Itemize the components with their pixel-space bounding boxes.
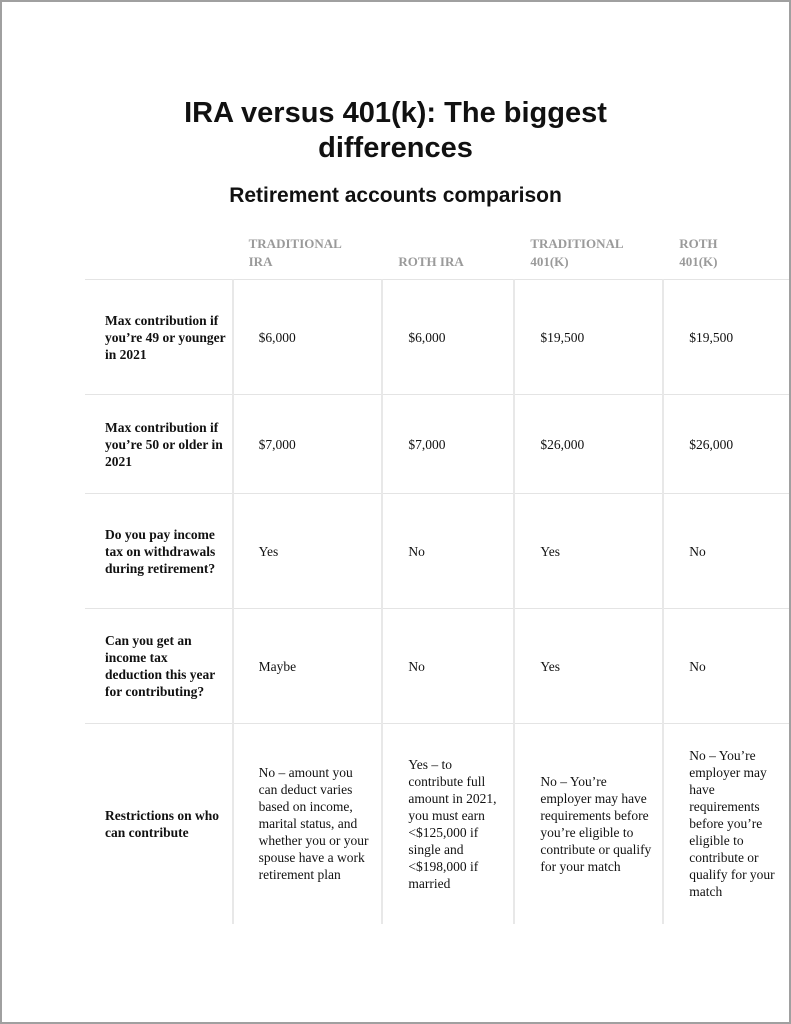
comparison-table	[85, 234, 789, 924]
column-header-roth-ira: ROTH IRA	[382, 234, 514, 280]
table-cell: No	[663, 609, 789, 724]
row-label-max-contribution-50: Max contribution if you’re 50 or older in 2021	[85, 395, 233, 494]
page-title	[2, 96, 789, 166]
table-row	[85, 724, 789, 924]
row-label-tax-deduction: Can you get an income tax deduction this year for contributing?	[85, 609, 233, 724]
table-cell: $7,000	[382, 395, 514, 494]
table-cell: No – amount you can deduct varies based on income, marital status, and whether you or your spouse have a work retirement plan	[233, 724, 383, 924]
table-row	[85, 395, 789, 494]
row-label-restrictions: Restrictions on who can contribute	[85, 724, 233, 924]
column-header-traditional-ira: TRADITIONAL IRA	[233, 234, 383, 280]
table-cell: Yes – to contribute full amount in 2021, you must earn <$125,000 if single and <$198,000 if married	[382, 724, 514, 924]
row-label-max-contribution-49: Max contribution if you’re 49 or younger in 2021	[85, 280, 233, 395]
table-cell: $26,000	[663, 395, 789, 494]
table-cell: Maybe	[233, 609, 383, 724]
table-cell: Yes	[233, 494, 383, 609]
table-cell: No	[382, 494, 514, 609]
table-header-row	[85, 234, 789, 280]
table-cell: Yes	[514, 494, 663, 609]
title-line-1: IRA versus 401(k): The biggest	[184, 97, 607, 129]
table-cell: $7,000	[233, 395, 383, 494]
table-cell: $26,000	[514, 395, 663, 494]
table-cell: $19,500	[663, 280, 789, 395]
column-header-traditional-401k: TRADITIONAL 401(K)	[514, 234, 663, 280]
table-cell: $19,500	[514, 280, 663, 395]
table-cell: No – You’re employer may have requirements before you’re eligible to contribute or qualify for your match	[514, 724, 663, 924]
table-cell: $6,000	[382, 280, 514, 395]
table-cell: No – You’re employer may have requirements before you’re eligible to contribute or qualify for your match	[663, 724, 789, 924]
table-cell: No	[382, 609, 514, 724]
table-cell: Yes	[514, 609, 663, 724]
table-cell: No	[663, 494, 789, 609]
table-row	[85, 280, 789, 395]
column-header-empty	[85, 234, 233, 280]
title-line-2: differences	[318, 132, 473, 164]
table-row	[85, 494, 789, 609]
column-header-roth-401k: ROTH 401(K)	[663, 234, 789, 280]
row-label-tax-on-withdrawals: Do you pay income tax on withdrawals during retirement?	[85, 494, 233, 609]
page-subtitle: Retirement accounts comparison	[229, 184, 562, 207]
table-cell: $6,000	[233, 280, 383, 395]
table-row	[85, 609, 789, 724]
